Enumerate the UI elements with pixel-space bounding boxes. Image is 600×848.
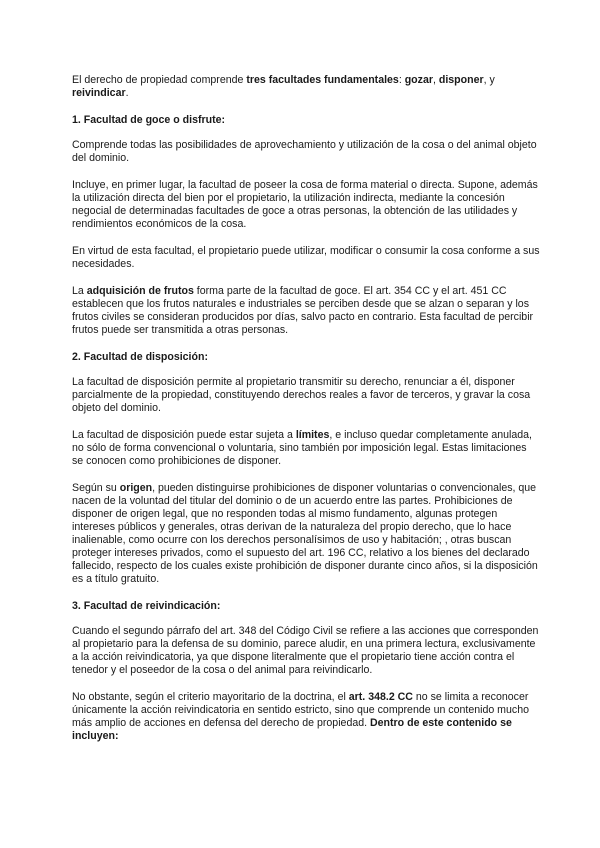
reivindicacion-paragraph-2: No obstante, según el criterio mayoritario de la doctrina, el art. 348.2 CC no se limita a reconocer únicamente la acción reivindicatoria en sentido estricto, sino que comprende un contenido mucho más amplio de acciones en defensa del derecho de propiedad. Dentro de este contenido se incluyen: xyxy=(72,691,529,742)
goce-paragraph-3: En virtud de esta facultad, el propietario puede utilizar, modificar o consumir la cosa conforme a sus necesidades. xyxy=(72,245,540,270)
reivindicacion-paragraph-1: Cuando el segundo párrafo del art. 348 del Código Civil se refiere a las acciones que corresponden al propietario para la defensa de su dominio, parece aludir, en una primera lectura, exclusivamente a la acción reivindicatoria, ya que dispone literalmente que el propietario tiene acción contra el tenedor y el poseedor de la cosa o del animal para reivindicarlo. xyxy=(72,625,539,676)
section-heading-reivindicacion: 3. Facultad de reivindicación: xyxy=(72,600,221,612)
goce-paragraph-2: Incluye, en primer lugar, la facultad de poseer la cosa de forma material o directa. Supone, además la utilización directa del bien por el propietario, la utilización indirecta, mediante la concesión negocial de determinadas facultades de goce a otras personas, la obtención de las utilidades y rendimientos económicos de la cosa. xyxy=(72,179,538,230)
disposicion-paragraph-2: La facultad de disposición puede estar sujeta a límites, e incluso quedar completamente anulada, no sólo de forma convencional o voluntaria, sino también por imposición legal. Estas limitaciones se conocen como prohibiciones de disponer. xyxy=(72,429,532,467)
intro-paragraph: El derecho de propiedad comprende tres facultades fundamentales: gozar, disponer, y reivindicar. xyxy=(72,74,495,99)
section-heading-goce: 1. Facultad de goce o disfrute: xyxy=(72,114,226,126)
section-heading-disposicion: 2. Facultad de disposición: xyxy=(72,351,208,363)
disposicion-paragraph-1: La facultad de disposición permite al propietario transmitir su derecho, renunciar a él, disponer parcialmente de la propiedad, constituyendo derechos reales a favor de terceros, y gravar la cosa objeto del dominio. xyxy=(72,376,531,414)
goce-paragraph-4: La adquisición de frutos forma parte de la facultad de goce. El art. 354 CC y el art. 451 CC establecen que los frutos naturales e industriales se perciben desde que se alzan o separan y los frutos civiles se consideran producidos por días, salvo pacto en contrario. Esta facultad de percibir frutos puede ser transmitida a otras personas. xyxy=(72,285,534,336)
disposicion-paragraph-3: Según su origen, pueden distinguirse prohibiciones de disponer voluntarias o convencionales, que nacen de la voluntad del titular del dominio o de un acuerdo entre las partes. Prohibiciones de disponer de origen legal, que no responden todas al mismo fundamento, algunas protegen intereses públicos y generales, otras derivan de la naturaleza del propio derecho, que lo hace inalienable, como ocurre con los derechos personalísimos de uso y habitación; , otras buscan proteger intereses privados, como el supuesto del art. 196 CC, relativo a los bienes del declarado fallecido, respecto de los cuales existe prohibición de disponer durante cinco años, si la disposición es a título gratuito. xyxy=(72,482,538,585)
goce-paragraph-1: Comprende todas las posibilidades de aprovechamiento y utilización de la cosa o del animal objeto del dominio. xyxy=(72,139,537,164)
